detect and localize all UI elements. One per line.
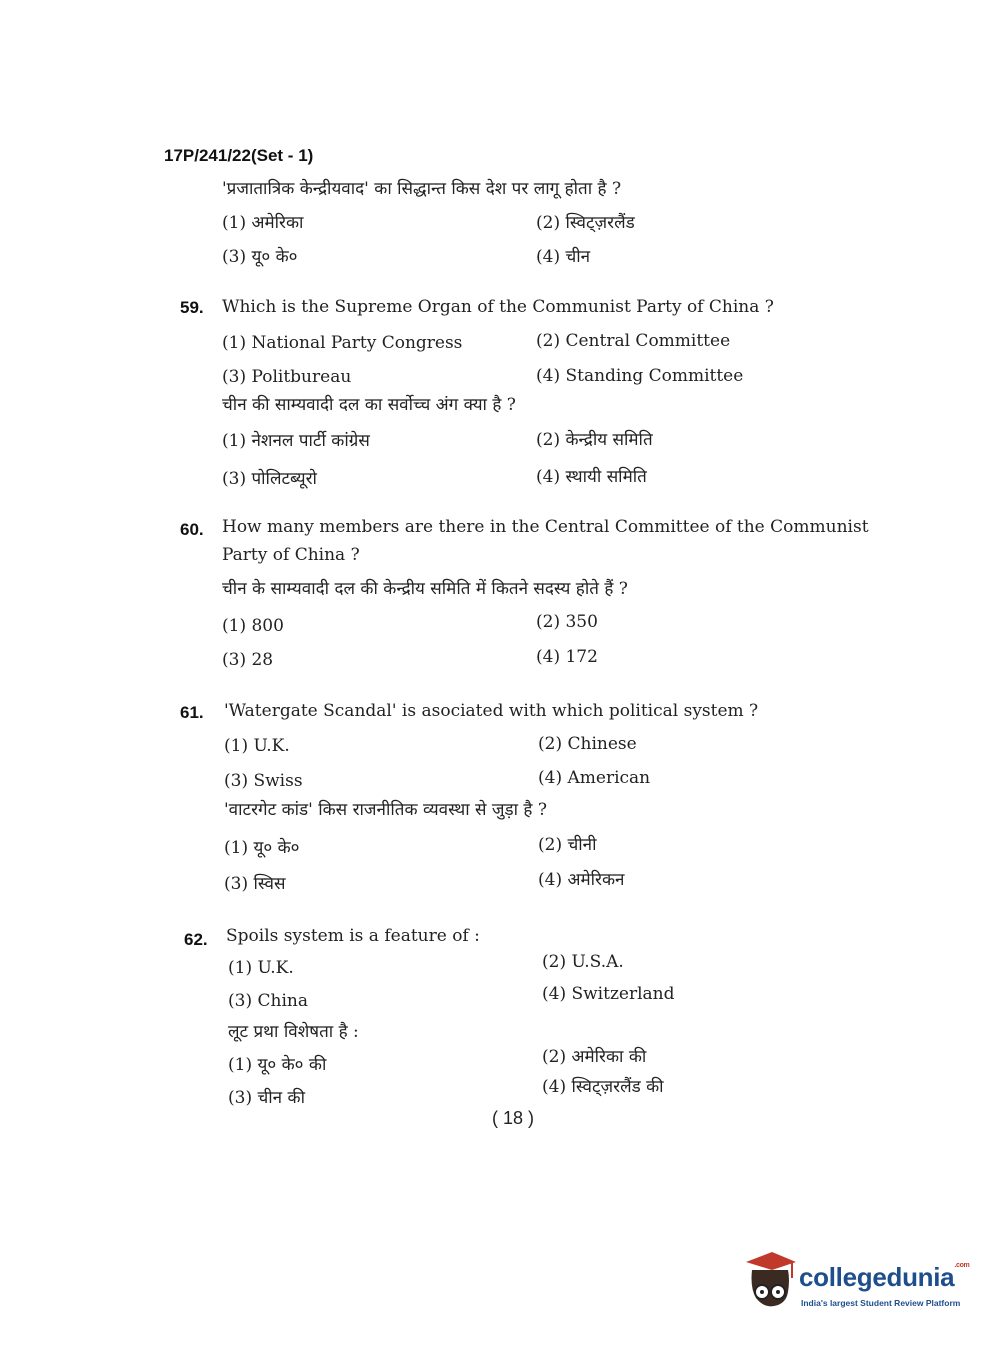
q60-option-2: (2) 350 [536,612,598,632]
q62-option-1: (1) U.K. [228,958,294,978]
q61-question: 'Watergate Scandal' is asociated with which political system ? [224,701,759,721]
page-number: ( 18 ) [492,1108,535,1128]
q61-option-3: (3) Swiss [224,771,303,791]
q59-option-2: (2) Central Committee [536,331,731,351]
q62-hindi-option-3: (3) चीन की [228,1088,305,1108]
q62-option-2: (2) U.S.A. [542,952,624,972]
q60-question-line-1: How many members are there in the Central Committee of the Communist [222,517,869,537]
q59-question: Which is the Supreme Organ of the Communist Party of China ? [222,297,774,317]
q59-hindi-option-3: (3) पोलिटब्यूरो [222,469,317,489]
q61-hindi-question: 'वाटरगेट कांड' किस राजनीतिक व्यवस्था से जुड़ा है ? [224,800,547,820]
q59-option-3: (3) Politbureau [222,367,352,387]
q60-number: 60. [180,520,204,539]
q59-hindi-option-4: (4) स्थायी समिति [536,467,647,487]
q60-hindi-question: चीन के साम्यवादी दल की केन्द्रीय समिति में कितने सदस्य होते हैं ? [222,579,628,599]
q62-hindi-question: लूट प्रथा विशेषता है : [228,1022,359,1042]
q58-hindi-option-2: (2) स्विट्ज़रलैंड [536,213,635,233]
q58-hindi-option-4: (4) चीन [536,247,591,267]
q61-number: 61. [180,703,204,722]
q58-hindi-option-1: (1) अमेरिका [222,213,304,233]
q60-option-1: (1) 800 [222,616,284,636]
q62-hindi-option-1: (1) यू० के० की [228,1055,327,1075]
q61-hindi-option-1: (1) यू० के० [224,838,300,858]
q62-option-3: (3) China [228,991,308,1011]
q62-hindi-option-4: (4) स्विट्ज़रलैंड की [542,1077,664,1097]
q60-option-4: (4) 172 [536,647,598,667]
logo-brand: collegedunia$^{.com}$ [799,1262,970,1292]
q59-option-4: (4) Standing Committee [536,366,744,386]
q61-hindi-option-2: (2) चीनी [538,835,597,855]
q61-option-1: (1) U.K. [224,736,290,756]
q61-option-2: (2) Chinese [538,734,637,754]
logo-tagline: India's largest Student Review Platform [801,1298,961,1308]
mascot-icon [742,1248,800,1316]
q62-hindi-option-2: (2) अमेरिका की [542,1047,647,1067]
q61-option-4: (4) American [538,768,651,788]
q61-hindi-option-4: (4) अमेरिकन [538,870,625,890]
q59-number: 59. [180,298,204,317]
q62-number: 62. [184,930,208,949]
q58-hindi-question: 'प्रजातात्रिक केन्द्रीयवाद' का सिद्धान्त किस देश पर लागू होता है ? [222,179,622,199]
q60-option-3: (3) 28 [222,650,274,670]
q60-question-line-2: Party of China ? [222,545,360,565]
paper-code: 17P/241/22(Set - 1) [164,146,314,165]
q62-question: Spoils system is a feature of : [226,926,480,946]
q59-hindi-option-1: (1) नेशनल पार्टी कांग्रेस [222,431,370,451]
q59-hindi-question: चीन की साम्यवादी दल का सर्वोच्च अंग क्या है ? [222,395,516,415]
q62-option-4: (4) Switzerland [542,984,675,1004]
q59-hindi-option-2: (2) केन्द्रीय समिति [536,430,653,450]
q59-option-1: (1) National Party Congress [222,333,463,353]
q58-hindi-option-3: (3) यू० के० [222,247,298,267]
collegedunia-logo[interactable] [742,1248,972,1318]
q61-hindi-option-3: (3) स्विस [224,874,286,894]
